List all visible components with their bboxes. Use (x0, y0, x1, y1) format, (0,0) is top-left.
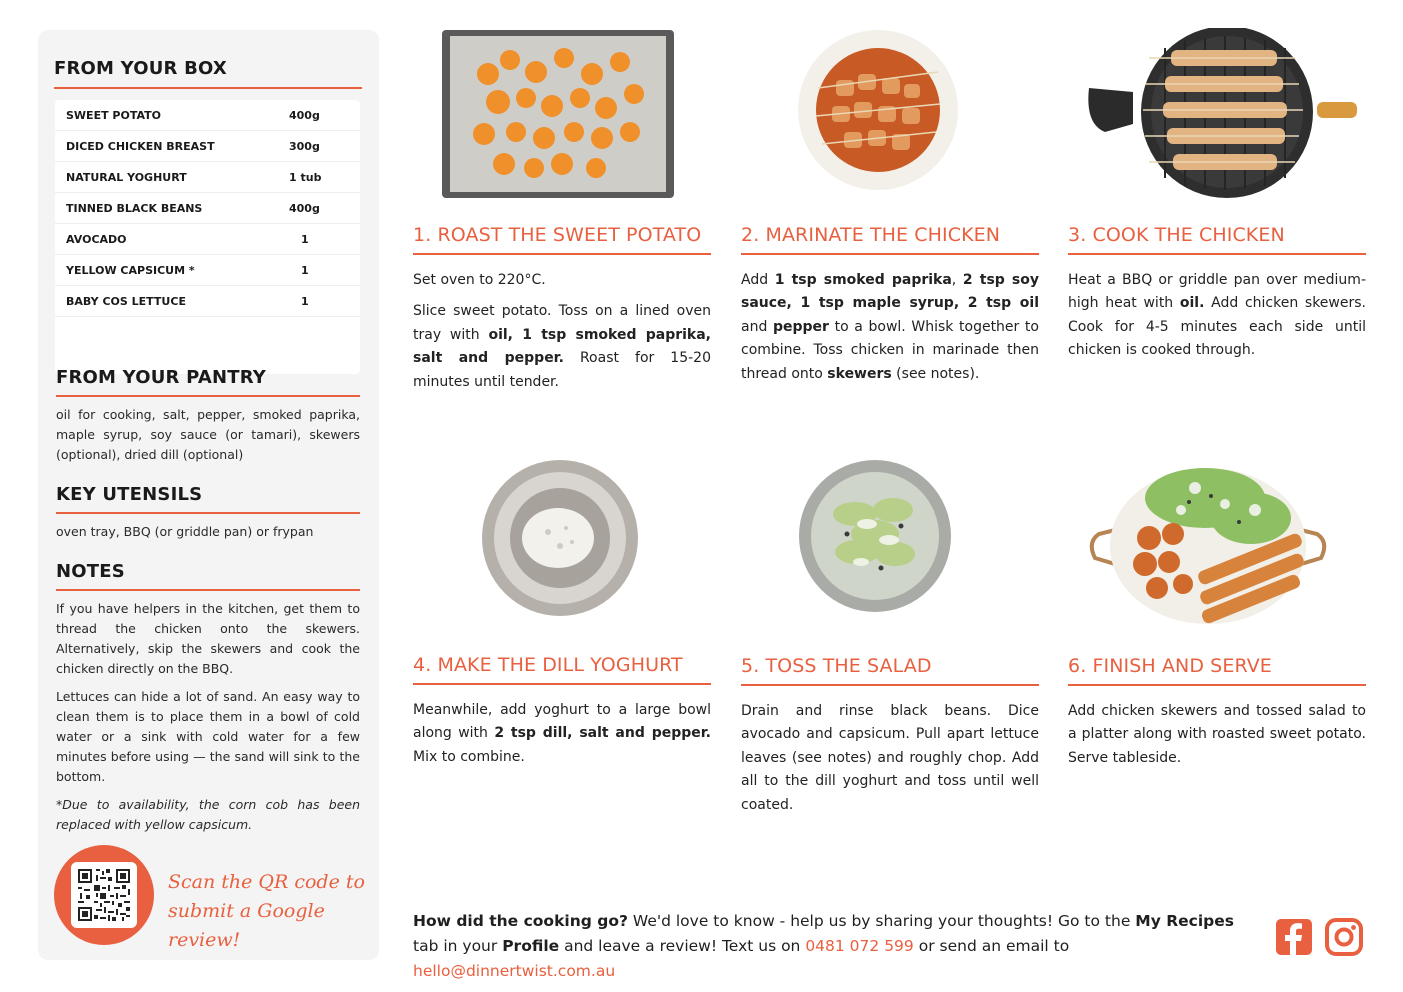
text-span: (see notes). (891, 365, 980, 382)
footer-text: tab in your (413, 937, 503, 955)
divider (413, 683, 711, 685)
footer-bold: Profile (502, 937, 560, 955)
divider (741, 253, 1039, 255)
step-text (1068, 269, 1366, 363)
text-span: Mix to combine. (413, 748, 525, 765)
ingredient-qty: 1 (301, 294, 309, 308)
footer-text: or send an email to (913, 937, 1070, 955)
step-text (741, 269, 1039, 387)
grilled-chicken-pan-image (1085, 28, 1357, 200)
qr-code-icon (76, 867, 132, 923)
ingredient-row (55, 100, 360, 131)
divider (56, 512, 360, 514)
phone-link[interactable]: 0481 072 599 (805, 937, 914, 955)
marinated-chicken-image (796, 28, 960, 192)
step-text: Drain and rinse black beans. Dice avocado and capsicum. Pull apart lettuce leaves (see notes) and roughly chop. Add all to the dill yoghurt and toss until well coated. (741, 702, 1039, 813)
ingredient-qty: 1 (301, 232, 309, 246)
divider (1068, 253, 1366, 255)
text-span: Add (741, 271, 775, 288)
step-title: 2. MARINATE THE CHICKEN (741, 224, 1001, 246)
qr-caption-line: Scan the QR code to (168, 871, 365, 893)
step-5 (741, 655, 1039, 817)
ingredient-row (55, 193, 360, 224)
divider (413, 253, 711, 255)
step-4 (413, 654, 711, 769)
step-title: 6. FINISH AND SERVE (1068, 655, 1272, 677)
notes-title: NOTES (56, 561, 125, 582)
instagram-icon[interactable] (1325, 918, 1363, 956)
text-span: Meanwhile, add yoghurt to a large bowl along with (413, 701, 711, 741)
step-6 (1068, 655, 1366, 770)
step-title: 4. MAKE THE DILL YOGHURT (413, 654, 683, 676)
step-1 (413, 224, 711, 394)
step-text: Set oven to 220°C. (413, 271, 546, 288)
bold-span: oil, 1 tsp smoked paprika, salt and pepper. (413, 326, 711, 366)
bold-span: 2 tsp dill, salt and pepper. (494, 725, 711, 741)
ingredient-row (55, 162, 360, 193)
step-title: 1. ROAST THE SWEET POTATO (413, 224, 702, 246)
key-utensils-title: KEY UTENSILS (56, 484, 203, 505)
text-span: , (951, 271, 963, 288)
bold-span: 1 tsp smoked paprika (774, 271, 952, 288)
footer-bold: How did the cooking go? (413, 912, 628, 930)
facebook-icon[interactable] (1275, 918, 1313, 956)
step-2 (741, 224, 1039, 386)
bold-span: skewers (827, 365, 892, 382)
notes-paragraph: Lettuces can hide a lot of sand. An easy way to clean them is to place them in a bowl of cold water or a sink with cold water for a few minutes before using — the sand will sink to the bottom. (56, 689, 360, 784)
from-your-pantry-section (56, 367, 360, 465)
tossed-salad-bowl-image (797, 458, 953, 614)
ingredient-name: YELLOW CAPSICUM * (66, 263, 195, 277)
sidebar (38, 30, 379, 960)
from-your-box-title: FROM YOUR BOX (54, 58, 227, 79)
step-title: 5. TOSS THE SALAD (741, 655, 932, 677)
ingredient-row (55, 131, 360, 162)
text-span: and (741, 318, 773, 335)
divider (741, 684, 1039, 686)
ingredient-row (55, 286, 360, 317)
ingredient-row (55, 255, 360, 286)
notes-footnote: *Due to availability, the corn cob has been replaced with yellow capsicum. (56, 797, 360, 832)
ingredient-row (55, 224, 360, 255)
roasted-sweet-potato-image (440, 28, 676, 200)
from-your-box-header (54, 58, 362, 89)
pantry-text: oil for cooking, salt, pepper, smoked paprika, maple syrup, soy sauce (or tamari), skewers (optional), dried dill (optional) (56, 407, 360, 462)
text-span: Heat a BBQ or griddle pan over medium-high heat with (1068, 271, 1366, 311)
finished-platter-image (1085, 458, 1331, 628)
ingredient-name: DICED CHICKEN BREAST (66, 139, 215, 153)
bold-span: oil. (1179, 295, 1205, 311)
footer-bold: My Recipes (1135, 912, 1234, 930)
step-3 (1068, 224, 1366, 363)
step-text (413, 300, 711, 394)
ingredient-name: NATURAL YOGHURT (66, 170, 187, 184)
divider (1068, 684, 1366, 686)
text-span: Roast for 15-20 minutes until tender. (413, 350, 711, 390)
divider (56, 395, 360, 397)
ingredient-qty: 1 tub (289, 170, 322, 184)
text-span: Slice sweet potato. Toss on a lined oven tray with (413, 303, 711, 343)
ingredient-name: AVOCADO (66, 232, 127, 246)
text-span: Add chicken skewers. Cook for 4-5 minutes each side until chicken is cooked through. (1068, 295, 1366, 358)
qr-caption-line: submit a Google review! (168, 900, 325, 951)
notes-paragraph: If you have helpers in the kitchen, get them to thread the chicken onto the skewers. Alternatively, skip the skewers and cook the chicken directly on the BBQ. (56, 601, 360, 676)
qr-code-badge[interactable] (54, 845, 154, 945)
ingredient-qty: 1 (301, 263, 309, 277)
step-text (413, 699, 711, 770)
ingredient-name: SWEET POTATO (66, 108, 161, 122)
bold-span: 2 tsp soy sauce, 1 tsp maple syrup, 2 tsp oil (741, 271, 1039, 311)
divider (54, 87, 362, 89)
dill-yoghurt-bowl-image (480, 458, 640, 618)
divider (56, 589, 360, 591)
ingredient-name: BABY COS LETTUCE (66, 294, 186, 308)
ingredient-qty: 400g (289, 201, 320, 215)
email-link[interactable]: hello@dinnertwist.com.au (413, 962, 616, 980)
footer-text: We'd love to know - help us by sharing your thoughts! Go to the (627, 912, 1136, 930)
utensils-text: oven tray, BBQ (or griddle pan) or frypan (56, 524, 314, 539)
key-utensils-section (56, 484, 360, 542)
step-title: 3. COOK THE CHICKEN (1068, 224, 1285, 246)
notes-section (56, 561, 360, 835)
step-text: Add chicken skewers and tossed salad to a platter along with roasted sweet potato. Serve tableside. (1068, 702, 1366, 766)
bold-span: pepper (772, 318, 829, 335)
ingredient-qty: 400g (289, 108, 320, 122)
from-your-pantry-title: FROM YOUR PANTRY (56, 367, 266, 388)
ingredients-table (55, 100, 360, 374)
qr-caption (168, 868, 368, 955)
ingredient-name: TINNED BLACK BEANS (66, 201, 203, 215)
text-span: to a bowl. Whisk together to combine. Toss chicken in marinade then thread onto (741, 318, 1039, 382)
ingredient-qty: 300g (289, 139, 320, 153)
footer-text: and leave a review! Text us on (559, 937, 806, 955)
review-footer (413, 909, 1263, 984)
